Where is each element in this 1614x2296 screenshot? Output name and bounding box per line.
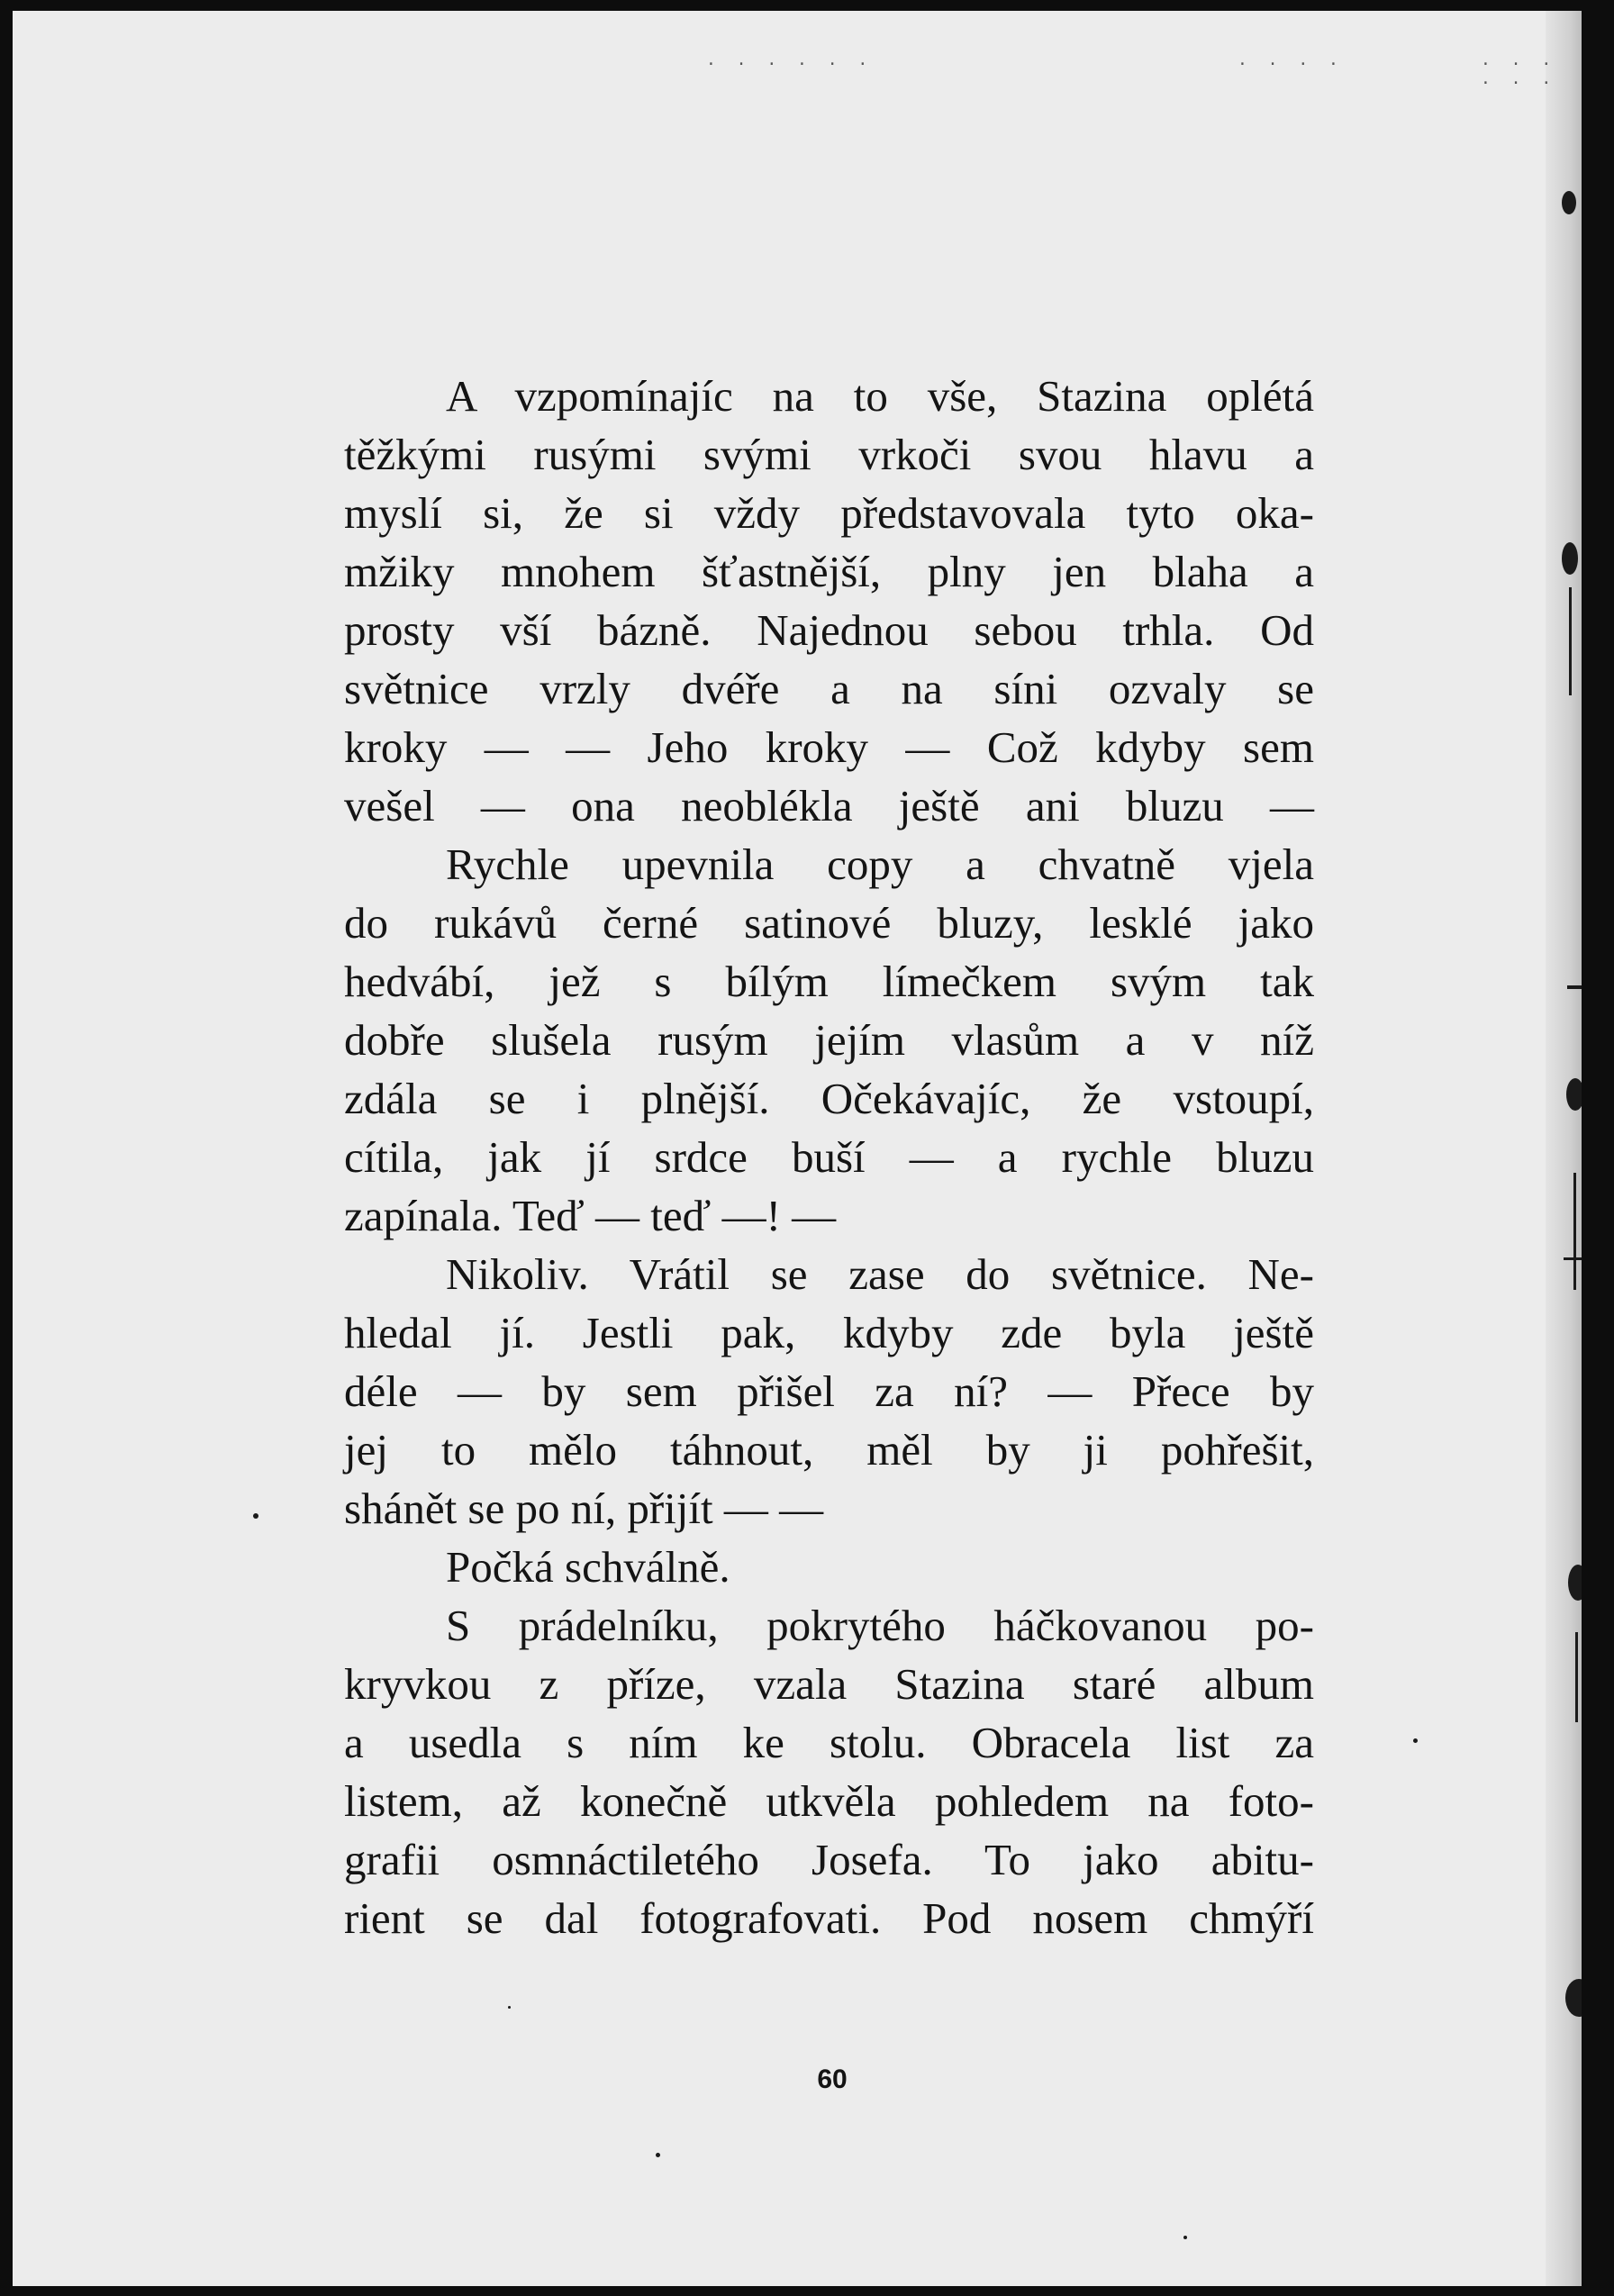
scan-line [1569,587,1572,695]
scan-speck: . . . . . . [706,50,874,69]
text-line: déle — by sem přišel za ní? — Přece by [344,1366,1314,1416]
text-line: shánět se po ní, přijít — — [344,1484,824,1533]
text-line: A vzpomínajíc na to vše, Stazina oplétá [446,371,1314,421]
scan-blot [1566,1078,1582,1111]
text-line: vešel — ona neoblékla ještě ani bluzu — [344,781,1314,830]
text-line: jej to mělo táhnout, měl by ji pohřešit, [344,1425,1314,1475]
text-line: kryvkou z příze, vzala Stazina staré album [344,1659,1314,1709]
scan-line [1575,1632,1578,1722]
scan-speck [253,1513,258,1519]
scan-line [1564,1257,1582,1260]
body-text [344,367,1314,1947]
text-line: grafii osmnáctiletého Josefa. To jako abitu- [344,1835,1314,1884]
text-line: myslí si, že si vždy představovala tyto oka- [344,488,1314,538]
text-line: zapínala. Teď — teď —! — [344,1191,837,1240]
book-page [13,11,1582,2286]
scan-blot [1562,191,1576,214]
text-line: mžiky mnohem šťastnější, plny jen blaha a [344,547,1314,596]
scan-blot [1562,542,1578,575]
page-edge-shadow [1546,11,1582,2286]
text-line: kroky — — Jeho kroky — Což kdyby sem [344,722,1314,772]
scan-speck [656,2153,660,2157]
text-line: listem, až konečně utkvěla pohledem na foto- [344,1776,1314,1826]
text-line: rient se dal fotografovati. Pod nosem chmýří [344,1893,1314,1943]
page-number: 60 [817,2065,848,2094]
scan-blot [1568,1565,1582,1601]
text-line: cítila, jak jí srdce buší — a rychle bluzu [344,1132,1314,1182]
scan-speck: . . . . [1238,50,1344,69]
scan-line [1567,985,1582,989]
text-line: dobře slušela rusým jejím vlasům a v níž [344,1015,1314,1065]
scan-speck [1183,2236,1187,2239]
text-line: S prádelníku, pokrytého háčkovanou po- [446,1601,1314,1650]
scan-speck: . . . . . . [1481,50,1557,88]
scan-speck [1413,1738,1418,1743]
scan-speck [508,2006,511,2009]
text-line: hledal jí. Jestli pak, kdyby zde byla ještě [344,1308,1314,1357]
text-line: Nikoliv. Vrátil se zase do světnice. Ne- [446,1249,1314,1299]
text-line: Počká schválně. [446,1542,730,1592]
scan-line [1573,1173,1576,1290]
text-line: zdála se i plnější. Očekávajíc, že vstoupí, [344,1074,1314,1123]
text-line: Rychle upevnila copy a chvatně vjela [446,839,1314,889]
text-line: těžkými rusými svými vrkoči svou hlavu a [344,430,1314,479]
text-line: a usedla s ním ke stolu. Obracela list za [344,1718,1314,1767]
text-line: hedvábí, jež s bílým límečkem svým tak [344,957,1314,1006]
text-line: světnice vrzly dvéře a na síni ozvaly se [344,664,1314,713]
text-line: prosty vší bázně. Najednou sebou trhla. Od [344,605,1314,655]
text-line: do rukávů černé satinové bluzy, lesklé jako [344,898,1314,948]
